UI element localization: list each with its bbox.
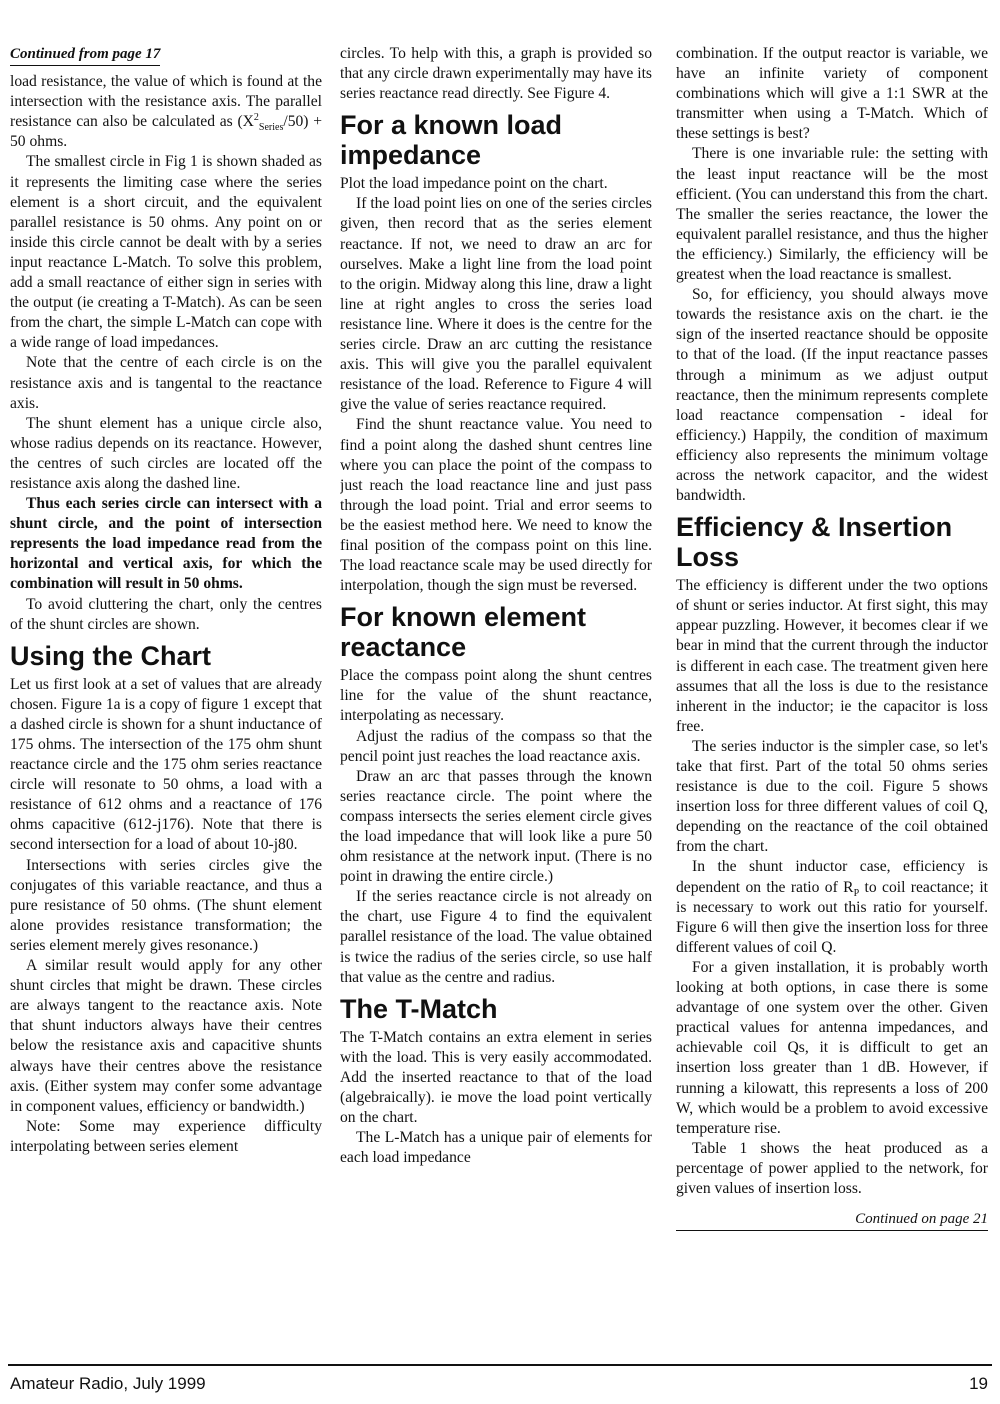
paragraph: The smallest circle in Fig 1 is shown shaded as it represents the limiting case where the series element is a short circuit, and the equivalent parallel resistance is 50 ohms. Any point on or inside this circle cannot be dealt with by a series input reactance L-Match. To solve this problem, add a small reactance of either sign in series with the output (ie creating a T-Match). As can be seen from the chart, the simple L-Match can cope with a wide range of load impedances. — [10, 153, 322, 352]
paragraph-text: to coil reactance; it is necessary to work out this ratio for yourself. Figure 6 will then give the insertion loss for three different values of coil Q. — [676, 878, 988, 956]
paragraph: A similar result would apply for any other shunt circles that might be drawn. These circles are always tangent to the reactance axis. Note that shunt inductors always have their centres below the resistance axis and capacitive shunts always have their centres above the resistance axis. (Either system may confer some advantage in component values, efficiency or bandwidth.) — [10, 957, 322, 1115]
superscript: 2 — [253, 112, 259, 124]
bold-paragraph: Thus each series circle can intersect with a shunt circle, and the point of intersection represents the load impedance read from the horizontal and vertical axis, for which the combination will result in 50 ohms. — [10, 495, 322, 593]
column-3 — [676, 44, 988, 1342]
paragraph: Find the shunt reactance value. You need to find a point along the dashed shunt centres line where you can place the point of the compass to just reach the load reactance line and just pass through the load point. Trial and error seems to be the easiest method here. We need to know the final position of the compass point on this line. The load reactance scale may be used directly for interpolation, though the sign must be reversed. — [340, 416, 652, 595]
paragraph: The shunt element has a unique circle also, whose radius depends on its reactance. However, the centres of such circles are located off the resistance axis along the dashed line. — [10, 414, 322, 492]
subscript: Series — [258, 122, 284, 134]
subscript: P — [853, 887, 860, 899]
paragraph: Note: Some may experience difficulty interpolating between series element — [10, 1117, 322, 1155]
paragraph: combination. If the output reactor is variable, we have an infinite variety of component combinations which will give a 1:1 SWR at the transmitter when using a T-Match. Which of these settings is best? — [676, 45, 988, 143]
section-heading-efficiency: Efficiency & Insertion Loss — [676, 512, 953, 573]
paragraph: If the load point lies on one of the series circles given, then record that as the series element reactance. If not, we need to draw an arc for ourselves. Make a light line from the load point to the origin. Midway along this line, draw a light line at right angles to cross the series load resistance line. Where it does is the centre for the series circle. Draw an arc cutting the resistance axis. This will give you the parallel equivalent resistance of the load. Reference to Figure 4 will give the value of series reactance required. — [340, 195, 652, 414]
paragraph: Note that the centre of each circle is on the resistance axis and is tangental to the reactance axis. — [10, 354, 322, 412]
continued-from-label: Continued from page 17 — [10, 44, 160, 66]
paragraph: Intersections with series circles give the conjugates of this variable reactance, and thus a pure resistance of 50 ohms. (The shunt element alone provides resistance transformation; the series element merely gives resonance.) — [10, 856, 322, 954]
section-heading-known-element: For known element reactance — [340, 602, 587, 663]
paragraph: For a given installation, it is probably worth looking at both options, in case there is some advantage of one system over the other. Given practical values for antenna impedances, and achievable coil Qs, it is difficult to get an insertion loss greater than 1 dB. However, if running a kilowatt, this represents a loss of 200 W, which would be a problem to avoid excessive temperature rise. — [676, 958, 988, 1137]
continued-on-label: Continued on page 21 — [676, 1209, 988, 1231]
paragraph: Place the compass point along the shunt centres line for the value of the shunt reactance, interpolating as necessary. — [340, 667, 652, 725]
paragraph: If the series reactance circle is not already on the chart, use Figure 4 to find the equivalent parallel resistance of the load. The value obtained is twice the radius of the series circle, so use half that value as the centre and radius. — [340, 888, 652, 986]
paragraph: Plot the load impedance point on the chart. — [340, 175, 608, 193]
paragraph-text: /50) + 50 ohms. — [10, 113, 322, 151]
paragraph: The series inductor is the simpler case, so let's take that first. Part of the total 50 ohms series resistance is due to the coil. Figure 5 shows insertion loss for three different values of coil Q, depending on the reactance of the coil obtained from the chart. — [676, 737, 988, 856]
paragraph-text: In the shunt inductor case, efficiency is dependent on the ratio of R — [676, 858, 988, 896]
column-2 — [340, 44, 652, 1342]
paragraph — [10, 72, 322, 152]
paragraph: The T-Match contains an extra element in series with the load. This is very easily accommodated. Add the inserted reactance to that of the load (algebraically). ie move the load point vertically on the chart. — [340, 1028, 652, 1127]
paragraph-text: load resistance, the value of which is found at the intersection with the resistance axis. The parallel resistance can also be calculated as (X — [10, 73, 322, 131]
section-heading-t-match: The T-Match — [340, 993, 498, 1024]
paragraph: To avoid cluttering the chart, only the centres of the shunt circles are shown. — [10, 595, 322, 633]
footer-publication: Amateur Radio, July 1999 — [10, 1374, 206, 1393]
paragraph: So, for efficiency, you should always move towards the resistance axis on the chart. ie the sign of the inserted reactance should be opposite to that of the load. (If the input reactance passes through a minimum as we adjust output reactance, then the minimum represents complete load reactance compensation - ideal for efficiency.) Happily, the condition of maximum efficiency also represents the minimum voltage across the network capacitor, and the widest bandwidth. — [676, 286, 988, 505]
paragraph — [676, 857, 988, 957]
paragraph: Let us first look at a set of values that are already chosen. Figure 1a is a copy of figure 1 except that a dashed circle is shown for a shunt inductance of 175 ohms. The intersection of the 175 ohm shunt reactance circle and the 175 ohm series reactance circle will resonate to 50 ohms, a load with a resistance of 612 ohms and a reactance of 176 ohms capacitive (612-j176). Note that there is second intersection for a load of about 10-j80. — [10, 675, 322, 854]
paragraph: The L-Match has a unique pair of elements for each load impedance — [340, 1129, 652, 1167]
paragraph: The efficiency is different under the two options of shunt or series inductor. At first sight, this may appear puzzling. However, it becomes clear if we bear in mind that the current through the inductor is different in each case. The treatment given here assumes that all the loss is due to the resistance inherent in the inductor; ie the capacitor is loss free. — [676, 577, 988, 735]
paragraph: Adjust the radius of the compass so that the pencil point just reaches the load reactance axis. — [340, 727, 652, 765]
paragraph: circles. To help with this, a graph is provided so that any circle drawn experimentally may have its series reactance read directly. See Figure 4. — [340, 45, 652, 103]
footer-rule — [8, 1364, 992, 1366]
paragraph: There is one invariable rule: the setting with the least input reactance will be the most efficient. (You can understand this from the chart. The smaller the series reactance, the lower the equivalent parallel resistance, and thus the higher the efficiency.) Similarly, the efficiency will be greatest when the load reactance is smallest. — [676, 145, 988, 284]
section-heading-known-load: For a known load impedance — [340, 110, 563, 171]
paragraph: Table 1 shows the heat produced as a percentage of power applied to the network, for given values of insertion loss. — [676, 1139, 988, 1197]
paragraph: Draw an arc that passes through the known series reactance circle. The point where the compass intersects the series element circle gives the load impedance that will look like a pure 50 ohm resistance at the network input. (There is no point in drawing the entire circle.) — [340, 767, 652, 886]
section-heading-using-the-chart: Using the Chart — [10, 640, 212, 671]
column-1 — [10, 44, 322, 1342]
footer-page-number: 19 — [969, 1374, 988, 1393]
